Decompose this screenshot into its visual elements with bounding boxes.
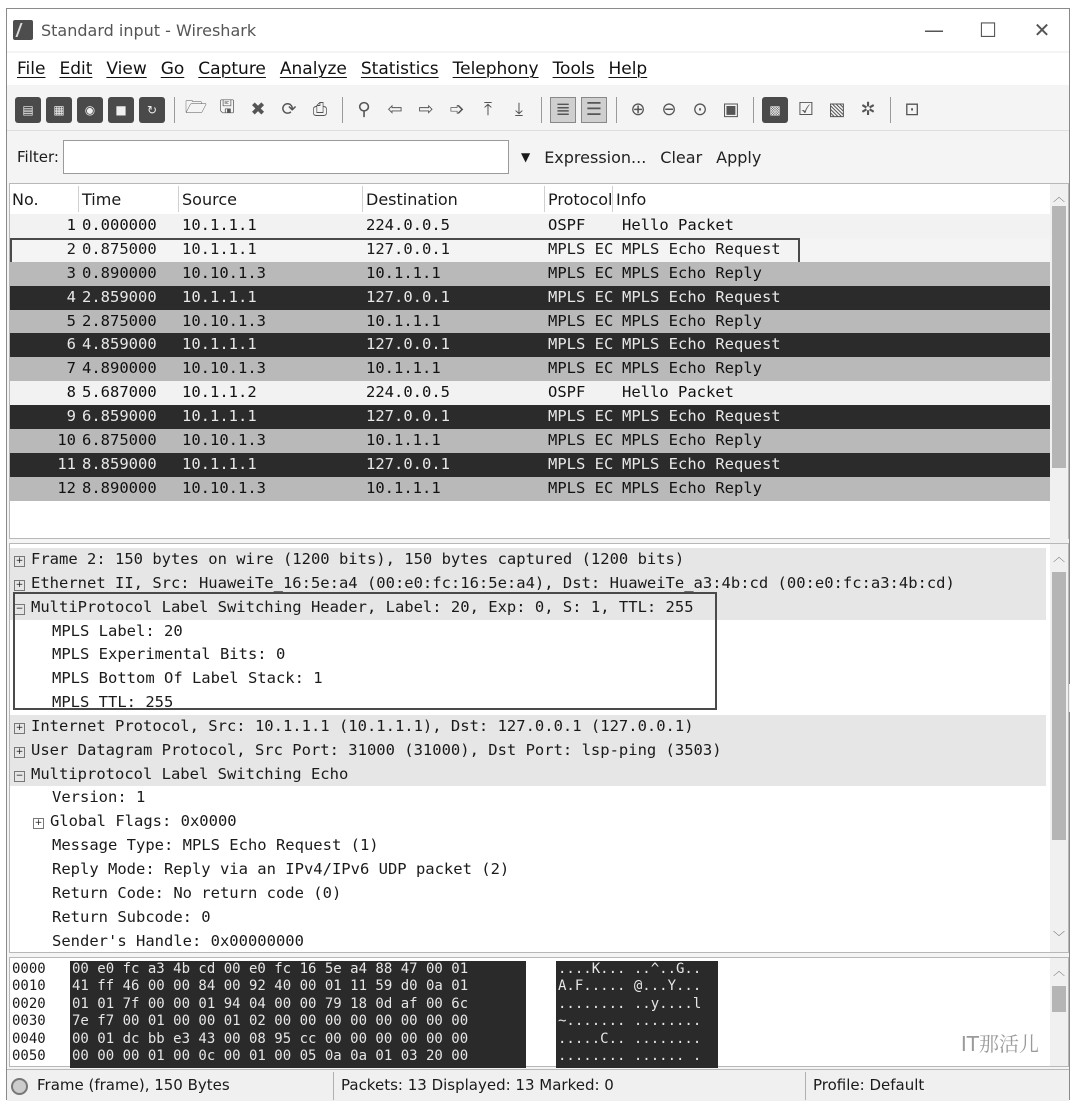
detail-text: Return Subcode: 0 — [52, 907, 211, 926]
menu-capture[interactable]: Capture — [198, 59, 266, 79]
cell-protocol: MPLS EC — [548, 478, 614, 497]
cell-source: 10.1.1.1 — [182, 287, 257, 306]
detail-row[interactable] — [10, 906, 1046, 930]
menu-analyze[interactable]: Analyze — [279, 59, 347, 79]
toolbar-separator — [174, 97, 175, 123]
cell-protocol: MPLS EC — [548, 359, 614, 378]
detail-row[interactable] — [10, 715, 1046, 739]
hex-bytes: 00 00 00 01 00 0c 00 01 00 05 0a 0a 01 03 20 00 — [70, 1048, 526, 1068]
cell-destination: 10.1.1.1 — [366, 431, 441, 450]
column-destination[interactable]: Destination — [366, 190, 458, 209]
close-button[interactable]: ✕ — [1033, 18, 1051, 42]
menu-tools[interactable]: Tools — [552, 59, 595, 79]
menu-bar — [7, 53, 1069, 85]
cell-time: 0.000000 — [82, 216, 157, 234]
detail-text: Message Type: MPLS Echo Request (1) — [52, 836, 379, 855]
collapse-icon[interactable]: − — [15, 770, 24, 781]
hex-bytes: 01 01 7f 00 00 01 94 04 00 00 79 18 0d af 00 6c — [70, 996, 526, 1016]
start-capture-icon[interactable]: ◉ — [77, 97, 103, 123]
cell-time: 6.859000 — [82, 407, 157, 426]
menu-go[interactable]: Go — [160, 59, 185, 79]
detail-row[interactable] — [10, 858, 1046, 882]
detail-row[interactable] — [10, 620, 1046, 644]
cell-source: 10.1.1.1 — [182, 239, 257, 258]
minimize-button[interactable]: — — [924, 18, 944, 42]
zoom-in-icon[interactable]: ⊕ — [630, 99, 646, 120]
cell-time: 0.875000 — [82, 239, 157, 258]
last-packet-icon[interactable]: ⤓ — [515, 99, 523, 120]
menu-help[interactable]: Help — [608, 59, 648, 79]
hex-offset: 0010 — [12, 978, 46, 995]
menu-telephony[interactable]: Telephony — [452, 59, 539, 79]
column-time[interactable]: Time — [82, 190, 122, 209]
filter-label: Filter: — [17, 148, 59, 166]
hex-offset: 0050 — [12, 1048, 46, 1064]
scroll-down-icon[interactable]: ﹀ — [1053, 930, 1066, 944]
toolbar-separator — [890, 97, 891, 123]
cell-info: MPLS Echo Reply — [622, 431, 762, 450]
cell-protocol: MPLS EC — [548, 407, 614, 426]
column-info[interactable]: Info — [616, 190, 647, 209]
packet-row[interactable] — [10, 357, 1050, 381]
cell-destination: 127.0.0.1 — [366, 239, 450, 258]
go-forward-icon[interactable]: ⇨ — [418, 99, 434, 120]
cell-source: 10.10.1.3 — [182, 263, 266, 282]
cell-time: 6.875000 — [82, 431, 157, 450]
cell-no: 8 — [66, 383, 76, 402]
column-divider[interactable] — [612, 186, 613, 212]
scrollbar-thumb[interactable] — [1052, 986, 1066, 1012]
hex-row[interactable] — [10, 1048, 730, 1068]
cell-source: 10.1.1.1 — [182, 335, 257, 354]
cell-time: 2.875000 — [82, 311, 157, 330]
detail-row[interactable] — [10, 691, 1046, 715]
resize-columns-icon[interactable]: ▣ — [722, 99, 740, 120]
cell-no: 1 — [66, 216, 76, 234]
detail-text: MPLS TTL: 255 — [52, 693, 174, 712]
hex-offset: 0040 — [12, 1030, 46, 1047]
cell-destination: 10.1.1.1 — [366, 263, 441, 282]
cell-destination: 127.0.0.1 — [366, 454, 450, 473]
interfaces-icon[interactable]: ▤ — [15, 97, 41, 123]
packet-row[interactable] — [10, 310, 1050, 334]
display-filters-icon[interactable]: ☑ — [797, 99, 815, 120]
zoom-out-icon[interactable]: ⊖ — [661, 99, 677, 120]
cell-protocol: OSPF — [548, 383, 586, 402]
expand-icon[interactable]: + — [15, 746, 24, 757]
cell-source: 10.1.1.1 — [182, 216, 257, 234]
print-icon[interactable]: ⎙ — [312, 99, 328, 120]
cell-source: 10.10.1.3 — [182, 359, 266, 378]
column-divider[interactable] — [362, 186, 363, 212]
cell-info: MPLS Echo Request — [622, 454, 781, 473]
cell-source: 10.1.1.1 — [182, 454, 257, 473]
hex-ascii: .....C.. ........ — [556, 1031, 718, 1051]
detail-text: Reply Mode: Reply via an IPv4/IPv6 UDP packet (2) — [52, 859, 510, 878]
cell-info: MPLS Echo Request — [622, 335, 781, 354]
detail-text: Multiprotocol Label Switching Echo — [31, 764, 349, 783]
packet-list — [9, 183, 1069, 539]
status-frame: Frame (frame), 150 Bytes — [37, 1076, 230, 1094]
wireshark-logo-icon — [13, 20, 33, 40]
toolbar-separator — [342, 97, 343, 123]
cell-source: 10.1.1.1 — [182, 407, 257, 426]
cell-protocol: MPLS EC — [548, 431, 614, 450]
cell-destination: 127.0.0.1 — [366, 407, 450, 426]
cell-no: 4 — [66, 287, 76, 306]
watermark: IT那活儿 — [960, 1032, 1039, 1056]
column-source[interactable]: Source — [182, 190, 237, 209]
packet-bytes — [9, 957, 1069, 1067]
hex-bytes: 41 ff 46 00 00 84 00 92 40 00 01 11 59 d0 0a 01 — [70, 978, 526, 998]
expand-icon[interactable]: + — [15, 556, 24, 566]
detail-text: User Datagram Protocol, Src Port: 31000 (31000), Dst Port: lsp-ping (3503) — [31, 740, 722, 759]
apply-button[interactable]: Apply — [716, 147, 762, 167]
cell-info: MPLS Echo Reply — [622, 263, 762, 282]
cell-time: 4.890000 — [82, 359, 157, 378]
window-title: Standard input - Wireshark — [41, 20, 257, 40]
cell-destination: 224.0.0.5 — [366, 216, 450, 234]
detail-row[interactable] — [10, 882, 1046, 906]
cell-no: 12 — [57, 478, 76, 497]
cell-destination: 10.1.1.1 — [366, 311, 441, 330]
cell-no: 2 — [66, 239, 76, 258]
auto-scroll-icon[interactable]: ☰ — [581, 97, 607, 123]
packet-row[interactable] — [10, 333, 1050, 357]
detail-text: MPLS Bottom Of Label Stack: 1 — [52, 669, 323, 688]
packet-row[interactable] — [10, 214, 1050, 238]
go-to-packet-icon[interactable]: ➩ — [449, 99, 465, 120]
menu-edit[interactable]: Edit — [59, 59, 93, 79]
cell-protocol: MPLS EC — [548, 239, 614, 258]
cell-info: Hello Packet — [622, 216, 734, 234]
detail-text: MultiProtocol Label Switching Header, Label: 20, Exp: 0, S: 1, TTL: 255 — [31, 597, 694, 616]
hex-offset: 0030 — [12, 1013, 46, 1030]
detail-row[interactable] — [10, 810, 1046, 834]
detail-text: Global Flags: 0x0000 — [50, 812, 237, 831]
cell-time: 2.859000 — [82, 287, 157, 306]
detail-row[interactable] — [10, 596, 1046, 620]
close-file-icon[interactable]: ✖ — [250, 99, 266, 120]
cell-info: MPLS Echo Request — [622, 287, 781, 306]
cell-info: MPLS Echo Reply — [622, 359, 762, 378]
cell-protocol: MPLS EC — [548, 454, 614, 473]
cell-destination: 224.0.0.5 — [366, 383, 450, 402]
expand-icon[interactable]: + — [15, 722, 24, 733]
detail-row[interactable] — [10, 739, 1046, 763]
cell-info: Hello Packet — [622, 383, 734, 402]
column-no[interactable]: No. — [12, 190, 39, 209]
cell-no: 7 — [66, 359, 76, 378]
packet-details — [9, 543, 1069, 953]
cell-protocol: MPLS EC — [548, 311, 614, 330]
hex-bytes: 00 e0 fc a3 4b cd 00 e0 fc 16 5e a4 88 47 00 01 — [70, 961, 526, 981]
detail-text: Frame 2: 150 bytes on wire (1200 bits), 150 bytes captured (1200 bits) — [31, 550, 685, 568]
cell-time: 8.859000 — [82, 454, 157, 473]
cell-protocol: OSPF — [548, 216, 586, 234]
hex-ascii: ........ ..y....l — [556, 996, 718, 1016]
detail-text: Internet Protocol, Src: 10.1.1.1 (10.1.1.1), Dst: 127.0.0.1 (127.0.0.1) — [31, 716, 694, 735]
scrollbar-thumb[interactable] — [1052, 206, 1066, 468]
detail-row[interactable] — [10, 572, 1046, 596]
toolbar-separator — [753, 97, 754, 123]
hex-offset: 0020 — [12, 995, 46, 1012]
cell-protocol: MPLS EC — [548, 287, 614, 306]
status-packets: Packets: 13 Displayed: 13 Marked: 0 — [341, 1076, 614, 1094]
normal-size-icon[interactable]: ⊙ — [692, 99, 708, 120]
hex-offset: 0000 — [12, 961, 46, 977]
cell-destination: 127.0.0.1 — [366, 287, 450, 306]
detail-row[interactable] — [10, 930, 1046, 954]
detail-text: Ethernet II, Src: HuaweiTe_16:5e:a4 (00:e0:fc:16:5e:a4), Dst: HuaweiTe_a3:4b:cd (00:e0:fc:a3:4b:cd) — [31, 573, 955, 592]
cell-time: 4.859000 — [82, 335, 157, 354]
hex-bytes: 7e f7 00 01 00 00 01 02 00 00 00 00 00 00 00 00 — [70, 1013, 526, 1033]
bytes-vscrollbar[interactable] — [1050, 958, 1068, 1066]
scroll-up-icon[interactable]: ︿ — [1053, 190, 1066, 204]
coloring-rules-icon[interactable]: ▧ — [828, 99, 846, 120]
cell-no: 6 — [66, 335, 76, 354]
cell-info: MPLS Echo Reply — [622, 311, 762, 330]
status-divider — [805, 1072, 806, 1100]
packet-list-header — [10, 184, 1050, 214]
scrollbar-thumb[interactable] — [1052, 572, 1066, 840]
status-bar — [7, 1069, 1069, 1101]
stop-capture-icon[interactable]: ■ — [108, 97, 134, 123]
cell-time: 8.890000 — [82, 478, 157, 497]
column-divider[interactable] — [78, 186, 79, 212]
capture-filters-icon[interactable]: ▩ — [762, 97, 788, 123]
cell-no: 11 — [57, 454, 76, 473]
cell-destination: 127.0.0.1 — [366, 335, 450, 354]
expert-info-icon[interactable] — [11, 1078, 28, 1095]
colorize-icon[interactable]: ≣ — [550, 97, 576, 123]
cell-source: 10.1.1.2 — [182, 383, 257, 402]
detail-rows — [10, 548, 1046, 953]
maximize-button[interactable]: ☐ — [979, 18, 997, 42]
hex-ascii: ~....... ........ — [556, 1013, 718, 1033]
detail-row[interactable] — [10, 548, 1046, 572]
column-protocol[interactable]: Protocol — [548, 190, 613, 209]
scroll-up-icon[interactable]: ︿ — [1053, 550, 1066, 564]
menu-statistics[interactable]: Statistics — [360, 59, 439, 79]
cell-info: MPLS Echo Request — [622, 407, 781, 426]
go-back-icon[interactable]: ⇦ — [387, 99, 403, 120]
open-file-icon[interactable]: 🗁 — [184, 96, 208, 118]
main-toolbar — [7, 89, 1069, 131]
cell-source: 10.10.1.3 — [182, 431, 266, 450]
toolbar-separator — [616, 97, 617, 123]
column-divider[interactable] — [178, 186, 179, 212]
detail-text: MPLS Experimental Bits: 0 — [52, 645, 286, 664]
capture-options-icon[interactable]: ▦ — [46, 97, 72, 123]
hex-ascii: ....K... ..^..G.. — [556, 961, 718, 981]
column-divider[interactable] — [544, 186, 545, 212]
save-file-icon[interactable]: 🖫 — [219, 96, 235, 118]
preferences-icon[interactable]: ✲ — [860, 99, 876, 120]
detail-row[interactable] — [10, 834, 1046, 858]
detail-row[interactable] — [10, 786, 1046, 810]
packet-row[interactable] — [10, 262, 1050, 286]
menu-view[interactable]: View — [106, 59, 147, 79]
packet-rows — [10, 214, 1050, 501]
title-bar — [7, 9, 1069, 51]
cell-source: 10.10.1.3 — [182, 478, 266, 497]
cell-protocol: MPLS EC — [548, 263, 614, 282]
scroll-up-icon[interactable]: ︿ — [1053, 964, 1066, 978]
cell-source: 10.10.1.3 — [182, 311, 266, 330]
cell-protocol: MPLS EC — [548, 335, 614, 354]
first-packet-icon[interactable]: ⤒ — [484, 99, 492, 120]
window-controls — [907, 9, 1069, 51]
detail-text: Return Code: No return code (0) — [52, 883, 342, 902]
cell-no: 3 — [66, 263, 76, 282]
cell-no: 5 — [66, 311, 76, 330]
filter-input[interactable] — [63, 140, 509, 174]
packet-row[interactable] — [10, 238, 1050, 262]
detail-text: MPLS Label: 20 — [52, 621, 183, 640]
detail-row[interactable] — [10, 643, 1046, 667]
packet-row[interactable] — [10, 286, 1050, 310]
expand-icon[interactable]: + — [15, 579, 24, 590]
detail-row[interactable] — [10, 667, 1046, 691]
find-packet-icon[interactable]: ⚲ — [357, 99, 371, 120]
expand-icon[interactable]: + — [34, 818, 43, 829]
filter-bar — [7, 135, 1069, 179]
cell-no: 9 — [66, 407, 76, 426]
status-profile[interactable]: Profile: Default — [813, 1076, 925, 1094]
status-divider — [333, 1072, 334, 1100]
collapse-icon[interactable]: − — [15, 603, 24, 614]
hex-bytes: 00 01 dc bb e3 43 00 08 95 cc 00 00 00 00 00 00 — [70, 1031, 526, 1051]
cell-time: 0.890000 — [82, 263, 157, 282]
packet-row[interactable] — [10, 453, 1050, 477]
hex-ascii: ........ ...... . — [556, 1048, 718, 1068]
packet-row[interactable] — [10, 477, 1050, 501]
expression-button[interactable]: Expression... — [544, 147, 647, 167]
cell-info: MPLS Echo Reply — [622, 478, 762, 497]
clear-button[interactable]: Clear — [660, 147, 703, 167]
cell-time: 5.687000 — [82, 383, 157, 402]
details-vscrollbar[interactable] — [1050, 544, 1068, 952]
detail-row[interactable] — [10, 763, 1046, 787]
reload-icon[interactable]: ⟳ — [281, 99, 297, 120]
packet-row[interactable] — [10, 405, 1050, 429]
toolbar-separator — [541, 97, 542, 123]
hex-ascii: A.F..... @...Y... — [556, 978, 718, 998]
wireshark-window — [6, 8, 1070, 1100]
restart-capture-icon[interactable]: ↻ — [139, 97, 165, 123]
cell-destination: 10.1.1.1 — [366, 359, 441, 378]
detail-text: Version: 1 — [52, 788, 146, 807]
detail-text: Sender's Handle: 0x00000000 — [52, 931, 304, 950]
menu-file[interactable]: File — [17, 59, 46, 79]
cell-no: 10 — [57, 431, 76, 450]
cell-destination: 10.1.1.1 — [366, 478, 441, 497]
cell-info: MPLS Echo Request — [622, 239, 781, 258]
packet-row[interactable] — [10, 429, 1050, 453]
packet-row[interactable] — [10, 381, 1050, 405]
help-icon[interactable]: ⊡ — [904, 99, 920, 120]
filter-dropdown-icon[interactable]: ▼ — [520, 150, 531, 164]
